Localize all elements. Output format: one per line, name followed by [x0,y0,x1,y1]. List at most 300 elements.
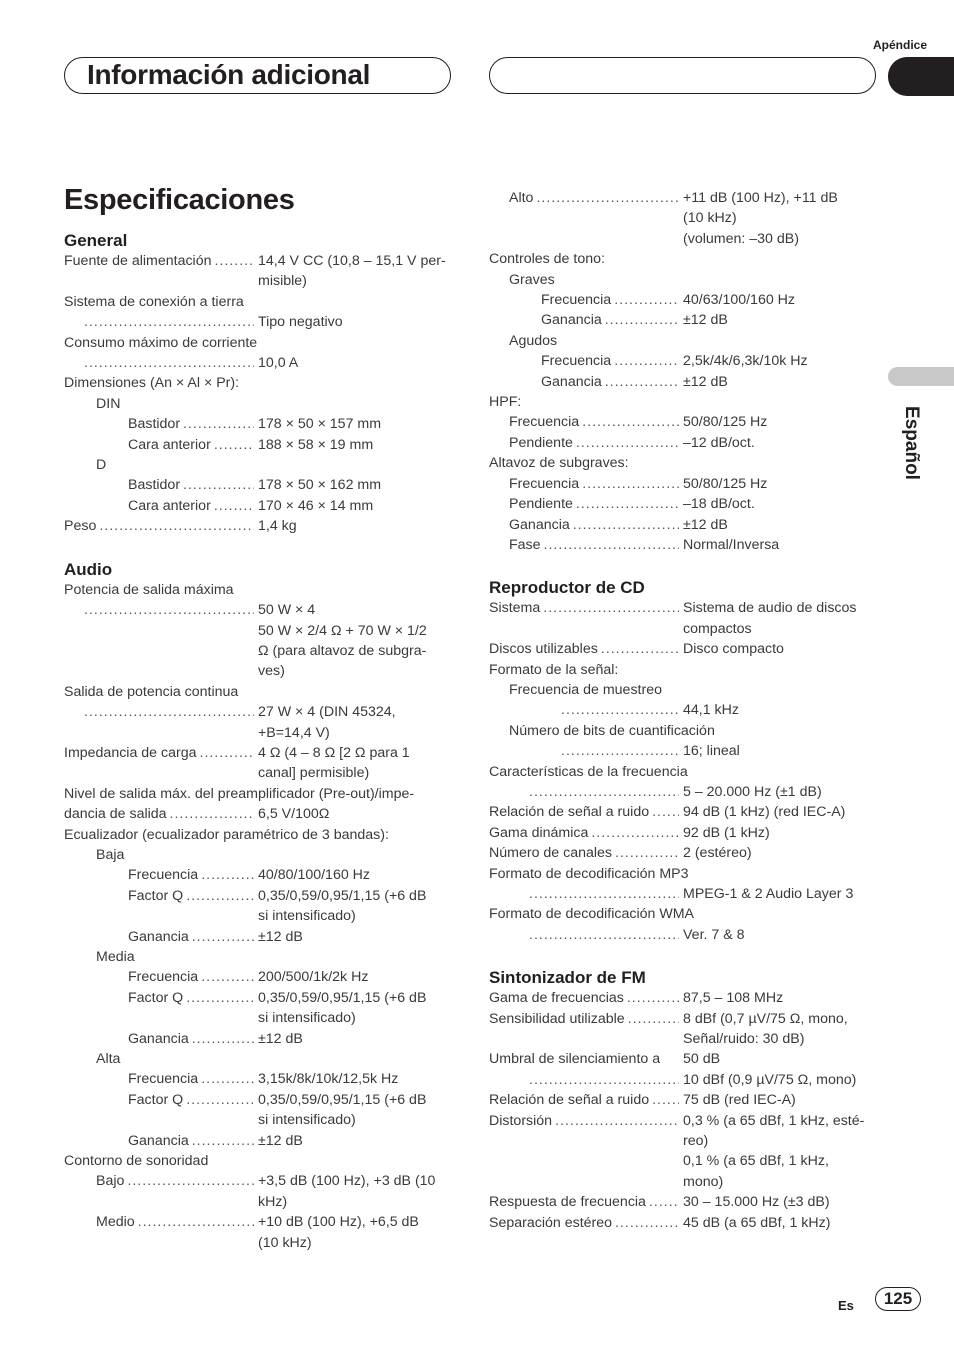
spec-value: 16; lineal [683,743,740,760]
spec-value: +11 dB (100 Hz), +11 dB [683,190,838,206]
dot-leader [576,433,679,453]
spec-value: 6,5 V/100Ω [258,806,330,823]
spec-label [489,290,682,310]
spec-label-text: Distorsión [489,1112,553,1129]
spec-heading-line: Controles de tono: [489,251,605,268]
spec-label-text: Cara anterior [128,436,211,453]
dot-leader [582,474,679,494]
section-title-pill [64,57,451,94]
audio-cont-spec-list [489,188,874,555]
dot-leader [573,515,679,535]
spec-label-text: Peso [64,518,97,535]
dot-leader [649,1192,679,1212]
spec-value: ±12 dB [683,373,728,390]
spec-value: 94 dB (1 kHz) (red IEC-A) [683,804,846,821]
spec-row [64,906,456,926]
spec-label [489,1172,682,1192]
spec-label-text: Frecuencia [128,969,199,986]
spec-row [64,865,456,885]
spec-label-text: Alto [509,190,534,206]
spec-row [489,639,874,659]
spec-label-text: Pendiente [509,434,573,451]
spec-value: –18 dB/oct. [683,496,755,513]
spec-label [64,271,257,291]
spec-row [64,516,456,536]
spec-label [489,1009,682,1029]
spec-row [489,412,874,432]
dot-leader [84,312,254,332]
spec-row [64,1008,456,1028]
spec-row [64,1110,456,1130]
spec-value: 0,3 % (a 65 dBf, 1 kHz, esté- [683,1112,865,1129]
spec-label [489,1049,682,1069]
spec-value: 87,5 – 108 MHz [683,990,784,1007]
spec-row [489,1172,874,1192]
section-heading-cd: Reproductor de CD [489,578,645,598]
spec-heading-line: Media [96,949,135,965]
spec-value: 2 (estéreo) [683,845,752,862]
spec-label [489,188,682,208]
spec-label [489,1151,682,1171]
spec-label [64,702,257,722]
spec-row [64,1192,456,1212]
spec-label-text: Medio [96,1214,135,1231]
spec-label-text: Gama dinámica [489,824,589,841]
spec-heading-line: Número de bits de cuantificación [509,722,715,739]
spec-value: 3,15k/8k/10k/12,5k Hz [258,1071,399,1088]
spec-label [489,535,682,555]
spec-value: 0,1 % (a 65 dBf, 1 kHz, [683,1153,829,1170]
spec-value: 8 dBf (0,7 µV/75 Ω, mono, [683,1010,848,1027]
spec-value: 178 × 50 × 162 mm [258,477,382,494]
spec-value: ±12 dB [683,312,728,329]
spec-value: ves) [258,663,285,680]
section-tab-marker [888,57,954,96]
dot-leader [529,884,679,904]
spec-row [489,351,874,371]
dot-leader [627,988,679,1008]
dot-leader [529,782,679,802]
spec-row [64,600,456,620]
dot-leader [138,1212,254,1232]
spec-row [64,414,456,434]
dot-leader [186,886,254,906]
dot-leader [183,414,254,434]
spec-label [64,804,257,824]
dot-leader [614,290,679,310]
spec-value: 0,35/0,59/0,95/1,15 (+6 dB [258,989,427,1006]
spec-label [64,312,257,332]
spec-label [489,598,682,618]
dot-leader [652,1090,679,1110]
dot-leader [201,967,254,987]
spec-label-text: Bastidor [128,416,181,433]
spec-label-text: Número de canales [489,845,613,862]
spec-heading-line: Nivel de salida máx. del preamplificador (Pre-out)/impe- [64,785,415,802]
spec-row [489,1049,874,1069]
spec-row [489,229,874,249]
spec-row [489,700,874,720]
spec-row [489,988,874,1008]
spec-label-text: Impedancia de carga [64,744,197,761]
dot-leader [561,700,679,720]
spec-row [64,1029,456,1049]
spec-label [64,621,257,641]
spec-heading-line: Formato de decodificación WMA [489,906,695,923]
dot-leader [628,1009,679,1029]
spec-value: Ver. 7 & 8 [683,926,745,943]
spec-heading-line: Potencia de salida máxima [64,581,234,598]
spec-heading-line: Consumo máximo de corriente [64,334,258,351]
spec-label [64,1069,257,1089]
dot-leader [186,1090,254,1110]
spec-value: si intensificado) [258,1010,356,1027]
spec-value: 27 W × 4 (DIN 45324, [258,704,396,721]
spec-label-text: Sensibilidad utilizable [489,1010,625,1027]
spec-row [64,1069,456,1089]
dot-leader [201,1069,254,1089]
spec-label [64,743,257,763]
spec-label-text: Frecuencia [128,1071,199,1088]
spec-value: si intensificado) [258,908,356,925]
spec-label [489,843,682,863]
spec-row [64,763,456,783]
dot-leader [183,475,254,495]
spec-value: 40/63/100/160 Hz [683,292,796,309]
spec-row [489,515,874,535]
dot-leader [170,804,254,824]
spec-label-text: dancia de salida [64,806,167,823]
appendix-label: Apéndice [872,38,927,52]
spec-value: 170 × 46 × 14 mm [258,497,374,514]
spec-heading-line: HPF: [489,394,522,411]
spec-label-text: Ganancia [541,312,602,329]
spec-value: 92 dB (1 kHz) [683,824,770,841]
spec-row [489,188,874,208]
spec-label [64,435,257,455]
spec-label-text: Umbral de silenciamiento a [489,1051,661,1068]
spec-row [489,535,874,555]
spec-row [489,1131,874,1151]
spec-value: Tipo negativo [258,314,343,331]
dot-leader [127,1171,254,1191]
spec-row [489,290,874,310]
language-side-label [880,398,942,488]
dot-leader [214,496,254,516]
spec-value: compactos [683,620,752,637]
fm-spec-list [489,988,874,1233]
spec-row [64,271,456,291]
dot-leader [192,1131,254,1151]
spec-label [64,1171,257,1191]
dot-leader [615,843,679,863]
dot-leader [544,535,679,555]
spec-label-text: Cara anterior [128,497,211,514]
dot-leader [605,372,679,392]
spec-label [64,600,257,620]
spec-label [64,496,257,516]
left-column [64,230,456,1253]
spec-label-text: Ganancia [509,516,570,533]
spec-row [489,1090,874,1110]
spec-label [489,1131,682,1151]
spec-value: Normal/Inversa [683,536,780,553]
dot-leader [576,494,679,514]
spec-row [64,988,456,1008]
spec-heading-line: Alta [96,1051,121,1068]
spec-label-text: Ganancia [128,928,189,945]
spec-label-text: Discos utilizables [489,641,598,658]
spec-label [64,906,257,926]
spec-label-text: Respuesta de frecuencia [489,1194,646,1211]
dot-leader [529,1070,679,1090]
spec-value: 50/80/125 Hz [683,475,768,492]
spec-label [64,1110,257,1130]
footer-language-code: Es [838,1298,854,1313]
spec-row [64,641,456,661]
spec-label [489,208,682,228]
spec-value: (volumen: –30 dB) [683,230,799,247]
spec-label [64,865,257,885]
spec-label [64,353,257,373]
spec-label [489,741,682,761]
spec-value: ±12 dB [258,928,303,945]
spec-heading-line: Características de la frecuencia [489,763,688,780]
spec-row [489,843,874,863]
spec-label [64,1090,257,1110]
dot-leader [84,702,254,722]
section-heading-general: General [64,231,128,250]
spec-label [64,886,257,906]
dot-leader [99,516,254,536]
spec-row [489,741,874,761]
spec-value: Señal/ruido: 30 dB) [683,1031,805,1048]
spec-row [489,433,874,453]
spec-heading-line: Dimensiones (An × Al × Pr): [64,375,240,392]
spec-value: 200/500/1k/2k Hz [258,969,369,986]
spec-heading-line: Baja [96,846,125,863]
spec-label [64,1131,257,1151]
dot-leader [652,802,679,822]
spec-label [489,310,682,330]
spec-row [64,702,456,722]
spec-heading-line: Frecuencia de muestreo [509,681,662,698]
header-empty-pill [489,57,876,94]
audio-spec-list [64,580,456,1253]
spec-value: +B=14,4 V) [258,724,330,741]
dot-leader [543,598,679,618]
spec-label-text: Bajo [96,1173,125,1190]
spec-label [64,1029,257,1049]
language-tab-marker [888,367,954,386]
spec-value: canal] permisible) [258,765,370,782]
spec-label [64,661,257,681]
spec-value: Sistema de audio de discos [683,600,857,617]
spec-heading-line: Altavoz de subgraves: [489,455,629,472]
spec-label-text: Pendiente [509,496,573,513]
spec-value: 1,4 kg [258,518,297,535]
dot-leader [214,435,254,455]
dot-leader [84,353,254,373]
spec-heading-line: Formato de decodificación MP3 [489,865,689,882]
spec-row [489,598,874,618]
spec-row [489,1213,874,1233]
spec-label [489,1090,682,1110]
spec-label-text: Frecuencia [509,475,580,492]
spec-value: 5 – 20.000 Hz (±1 dB) [683,783,822,800]
spec-label [489,474,682,494]
spec-value: Ω (para altavoz de subgra- [258,642,427,659]
spec-row [489,1151,874,1171]
spec-label-text: Frecuencia [541,292,612,309]
spec-row [489,372,874,392]
spec-label-text: Gama de frecuencias [489,990,624,1007]
spec-value: 0,35/0,59/0,95/1,15 (+6 dB [258,887,427,904]
section-title: Información adicional [87,59,371,90]
spec-label [489,1111,682,1131]
dot-leader [192,927,254,947]
section-heading-fm: Sintonizador de FM [489,968,646,988]
spec-value: +10 dB (100 Hz), +6,5 dB [258,1214,419,1231]
spec-value: si intensificado) [258,1112,356,1129]
spec-row [64,1212,456,1232]
spec-value: 0,35/0,59/0,95/1,15 (+6 dB [258,1091,427,1108]
spec-label [64,475,257,495]
spec-value: +3,5 dB (100 Hz), +3 dB (10 [258,1173,436,1190]
spec-heading-line: Agudos [509,332,558,349]
spec-label-text: Bastidor [128,477,181,494]
spec-label [489,700,682,720]
spec-row [64,743,456,763]
spec-label-text: Fase [509,536,541,553]
dot-leader [614,351,679,371]
spec-label [489,884,682,904]
spec-label [64,723,257,743]
spec-label [489,412,682,432]
spec-row [64,1131,456,1151]
spec-label [489,1029,682,1049]
spec-value: ±12 dB [258,1132,303,1149]
spec-value: 50 W × 4 [258,602,316,619]
spec-label-text: Ganancia [128,1132,189,1149]
spec-heading-line: DIN [96,395,121,412]
spec-label [489,988,682,1008]
spec-value: Disco compacto [683,641,784,658]
spec-label [64,516,257,536]
spec-value: (10 kHz) [258,1234,312,1251]
spec-value: ±12 dB [258,1030,303,1047]
spec-row [64,927,456,947]
spec-label [64,988,257,1008]
spec-heading-line: Graves [509,271,555,288]
section-heading-audio: Audio [64,559,113,579]
spec-label [489,802,682,822]
spec-value: reo) [683,1133,709,1150]
general-spec-list [64,251,456,537]
spec-value: MPEG-1 & 2 Audio Layer 3 [683,886,854,902]
dot-leader [186,988,254,1008]
spec-row [489,619,874,639]
spec-label-text: Ganancia [541,373,602,390]
right-column [489,188,874,1233]
dot-leader [536,188,679,208]
spec-value: –12 dB/oct. [683,434,755,451]
spec-row [489,925,874,945]
language-label: Español [901,406,922,480]
spec-value: 40/80/100/160 Hz [258,867,371,884]
spec-label [489,229,682,249]
spec-row [489,1029,874,1049]
spec-label [489,823,682,843]
spec-label [489,351,682,371]
spec-row [64,1171,456,1191]
spec-value: 45 dB (a 65 dBf, 1 kHz) [683,1214,831,1231]
spec-row [489,494,874,514]
dot-leader [555,1111,679,1131]
spec-label [489,1070,682,1090]
spec-value: 2,5k/4k/6,3k/10k Hz [683,353,808,370]
spec-label-text: Factor Q [128,1091,184,1108]
dot-leader [561,741,679,761]
spec-value: 188 × 58 × 19 mm [258,436,374,453]
spec-label-text: Factor Q [128,887,184,904]
spec-label-text: Fuente de alimentación [64,253,212,269]
dot-leader [215,251,255,271]
spec-label-text: Frecuencia [128,867,199,884]
spec-heading-line: Formato de la señal: [489,661,619,678]
spec-row [489,884,874,904]
spec-heading-line: D [96,457,107,474]
spec-label-text: Separación estéreo [489,1214,613,1231]
spec-label [489,782,682,802]
spec-row [64,251,456,271]
spec-row [489,1111,874,1131]
spec-label [64,1233,257,1253]
spec-label [489,639,682,659]
spec-row [64,312,456,332]
spec-value: 14,4 V CC (10,8 – 15,1 V per- [258,253,446,269]
dot-leader [201,865,254,885]
spec-row [64,353,456,373]
spec-label-text: Sistema [489,600,541,617]
spec-row [64,621,456,641]
spec-value: 30 – 15.000 Hz (±3 dB) [683,1194,830,1211]
spec-row [489,310,874,330]
spec-heading-line: Contorno de sonoridad [64,1153,209,1170]
spec-heading-line: Ecualizador (ecualizador paramétrico de 3 bandas): [64,826,389,843]
spec-row [64,886,456,906]
spec-label [64,967,257,987]
spec-row [64,475,456,495]
spec-row [489,802,874,822]
spec-row [489,1009,874,1029]
spec-label-text: Ganancia [128,1030,189,1047]
spec-label [64,927,257,947]
spec-value: mono) [683,1173,724,1190]
spec-value: 44,1 kHz [683,702,739,719]
spec-value: 4 Ω (4 – 8 Ω [2 Ω para 1 [258,744,410,761]
spec-label [489,494,682,514]
spec-label-text: Factor Q [128,989,184,1006]
spec-row [64,496,456,516]
spec-value: 75 dB (red IEC-A) [683,1092,796,1109]
cd-spec-list [489,598,874,945]
spec-label-text: Frecuencia [541,353,612,370]
dot-leader [605,310,679,330]
page-title: Especificaciones [64,184,295,216]
spec-label [64,1008,257,1028]
spec-heading-line: Salida de potencia continua [64,683,239,700]
